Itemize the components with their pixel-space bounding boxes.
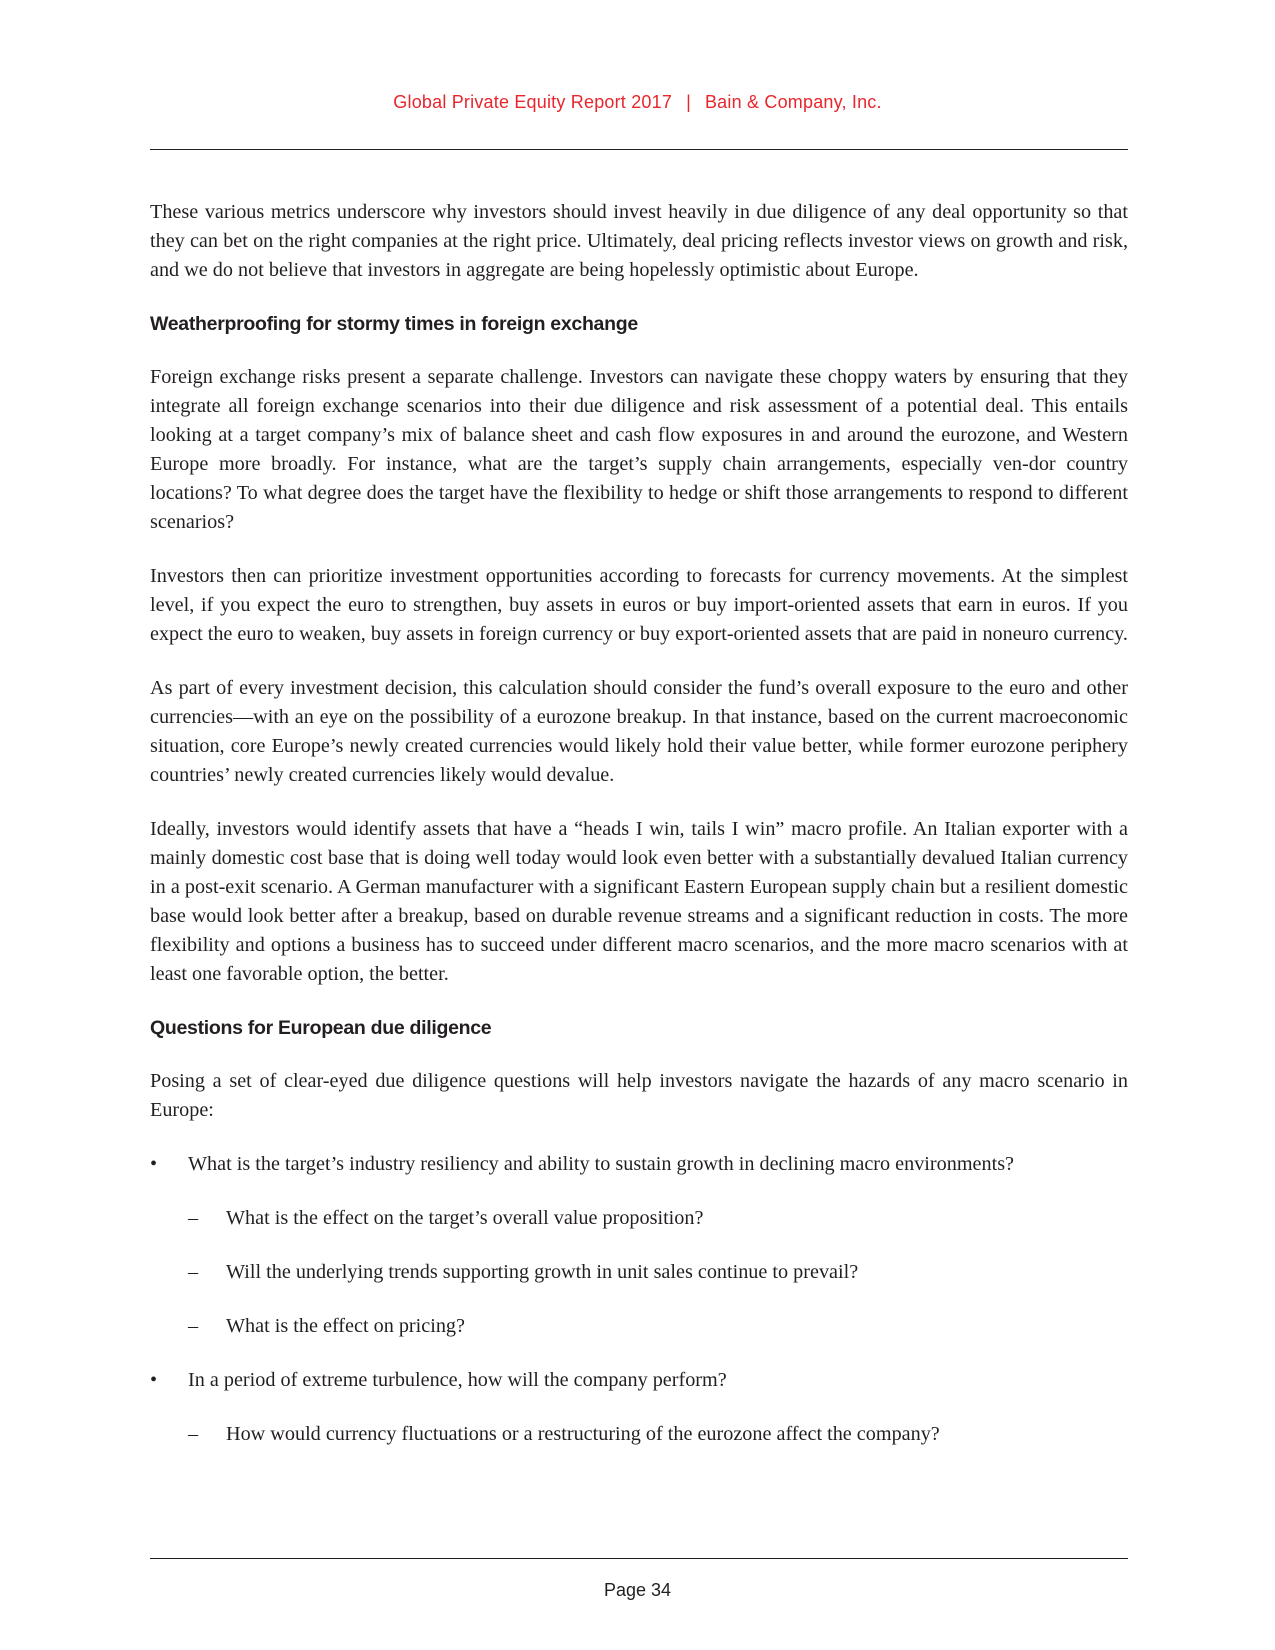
dash-icon: –: [188, 1261, 199, 1283]
sub-question-list: [188, 1204, 1128, 1341]
bullet-icon: •: [150, 1153, 158, 1175]
section-heading-due-diligence: Questions for European due diligence: [150, 1017, 492, 1039]
sub-list-item: [188, 1258, 1128, 1287]
paragraph: Ideally, investors would identify assets that have a “heads I win, tails I win” macro profile. An Italian exporter with a mainly domestic cost base that is doing well today would look even better with a substantially devalued Italian currency in a post-exit scenario. A German manufacturer with a significant Eastern European supply chain but a resilient domestic base would look better after a breakup, based on durable revenue streams and a significant reduction in costs. The more flexibility and options a business has to succeed under different macro scenarios, and the more macro scenarios with at least one favorable option, the better.: [150, 818, 1128, 985]
page-number: Page 34: [603, 1580, 672, 1600]
page-body: [150, 198, 1128, 1474]
sub-list-item-text: Will the underlying trends supporting growth in unit sales continue to prevail?: [226, 1261, 859, 1283]
sub-list-item: [188, 1420, 1128, 1449]
report-title: Global Private Equity Report 2017: [393, 92, 673, 112]
section-heading-foreign-exchange: Weatherproofing for stormy times in foreign exchange: [150, 313, 638, 335]
list-item: [150, 1366, 1128, 1449]
list-item-text: In a period of extreme turbulence, how will the company perform?: [188, 1369, 727, 1391]
dash-icon: –: [188, 1315, 199, 1337]
dash-icon: –: [188, 1423, 199, 1445]
list-item: [150, 1150, 1128, 1341]
bullet-icon: •: [150, 1369, 158, 1391]
intro-paragraph: These various metrics underscore why investors should invest heavily in due diligence of any deal opportunity so that they can bet on the right companies at the right price. Ultimately, deal pricing reflects investor views on growth and risk, and we do not believe that investors in aggregate are being hopelessly optimistic about Europe.: [150, 201, 1128, 281]
running-header: [0, 92, 1275, 113]
sub-question-list: [188, 1420, 1128, 1449]
sub-list-item: [188, 1204, 1128, 1233]
section-intro-paragraph: Posing a set of clear-eyed due diligence questions will help investors navigate the hazards of any macro scenario in Europe:: [150, 1070, 1128, 1121]
paragraph: As part of every investment decision, this calculation should consider the fund’s overall exposure to the euro and other currencies—with an eye on the possibility of a eurozone breakup. In that instance, based on the current macroeconomic situation, core Europe’s newly created currencies would likely hold their value better, while former eurozone periphery countries’ newly created currencies likely would devalue.: [150, 677, 1128, 786]
paragraph: Foreign exchange risks present a separate challenge. Investors can navigate these choppy waters by ensuring that they integrate all foreign exchange scenarios into their due diligence and risk assessment of a potential deal. This entails looking at a target company’s mix of balance sheet and cash flow exposures in and around the eurozone, and Western Europe more broadly. For instance, what are the target’s supply chain arrangements, especially ven-dor country locations? To what degree does the target have the flexibility to hedge or shift those arrangements to respond to different scenarios?: [150, 366, 1128, 533]
paragraph: Investors then can prioritize investment opportunities according to forecasts for currency movements. At the simplest level, if you expect the euro to strengthen, buy assets in euros or buy import-oriented assets that earn in euros. If you expect the euro to weaken, buy assets in foreign currency or buy export-oriented assets that are paid in noneuro currency.: [150, 565, 1128, 645]
sub-list-item-text: What is the effect on pricing?: [226, 1315, 465, 1337]
sub-list-item-text: How would currency fluctuations or a restructuring of the eurozone affect the company?: [226, 1423, 940, 1445]
question-list: [150, 1150, 1128, 1449]
footer-rule: [150, 1558, 1128, 1559]
header-rule: [150, 149, 1128, 150]
dash-icon: –: [188, 1207, 199, 1229]
company-name: Bain & Company, Inc.: [704, 92, 882, 112]
sub-list-item: [188, 1312, 1128, 1341]
list-item-text: What is the target’s industry resiliency and ability to sustain growth in declining macro environments?: [188, 1153, 1015, 1175]
sub-list-item-text: What is the effect on the target’s overall value proposition?: [226, 1207, 704, 1229]
header-separator: |: [686, 92, 691, 112]
